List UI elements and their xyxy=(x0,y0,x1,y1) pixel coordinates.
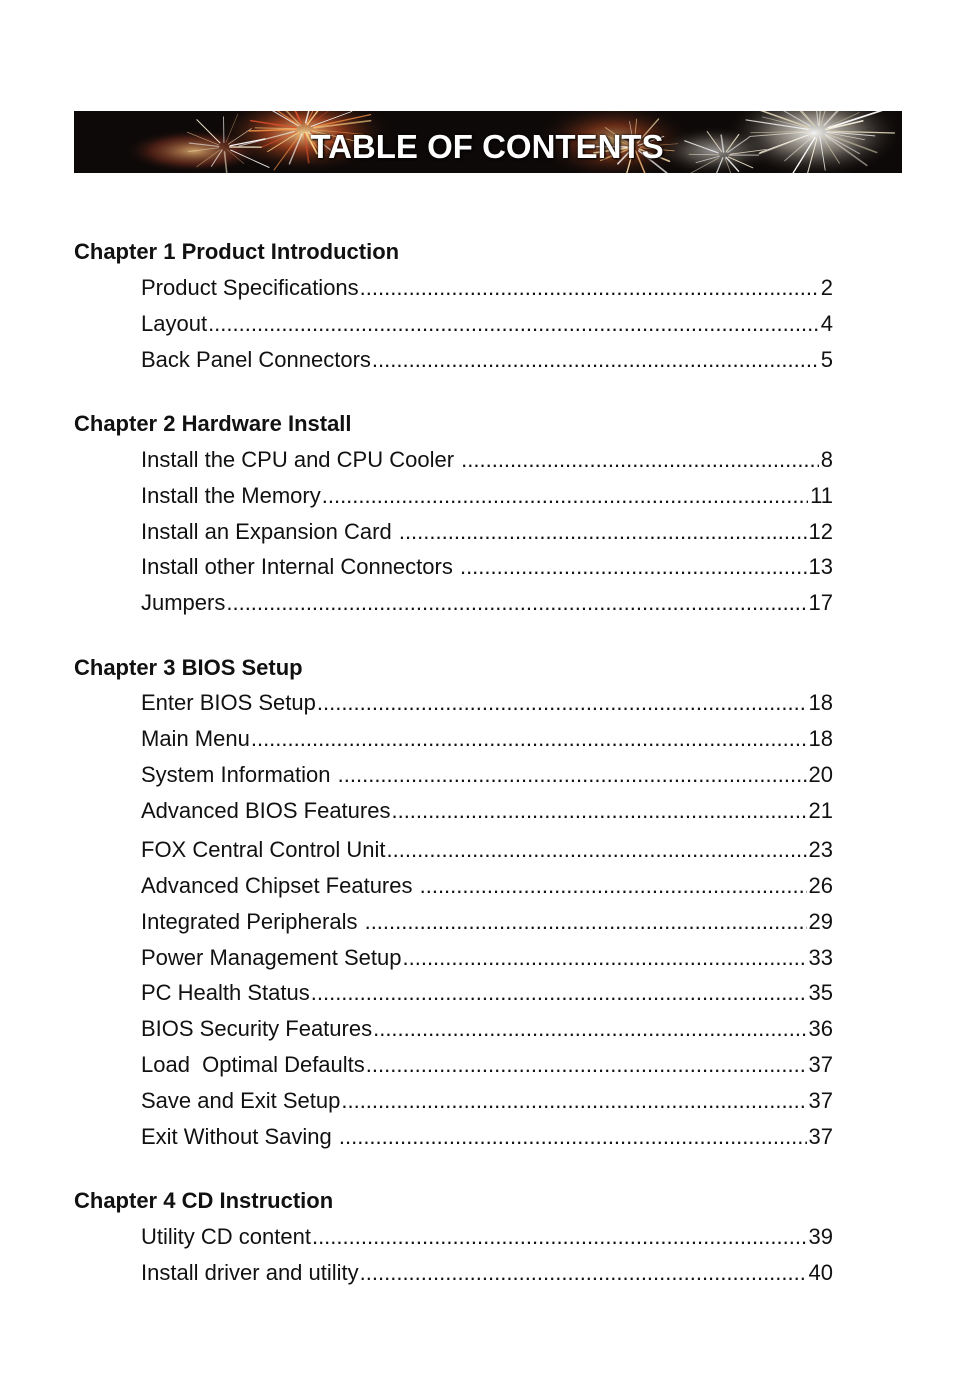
toc-entry-label: Install the CPU and CPU Cooler xyxy=(141,447,461,472)
toc-entry[interactable] xyxy=(141,311,833,337)
toc-entry-page-number: 35 xyxy=(808,980,833,1005)
toc-entry-label: Jumpers xyxy=(141,590,226,615)
dot-leader xyxy=(403,945,807,971)
toc-entry[interactable] xyxy=(141,1260,833,1286)
toc-entry[interactable] xyxy=(141,1124,833,1150)
toc-entry-page-number: 26 xyxy=(808,873,833,898)
dot-leader xyxy=(372,347,819,373)
dot-leader xyxy=(399,519,807,545)
toc-entry-label: System Information xyxy=(141,762,337,787)
chapter-title: Chapter 1 Product Introduction xyxy=(74,239,400,264)
toc-entry-label: Advanced BIOS Features xyxy=(141,798,391,823)
toc-entry-label: PC Health Status xyxy=(141,980,310,1005)
toc-entry-label: Install an Expansion Card xyxy=(141,519,398,544)
toc-entry-page-number: 37 xyxy=(808,1124,833,1149)
toc-entry-page-number: 36 xyxy=(808,1016,833,1041)
toc-entry[interactable] xyxy=(141,909,833,935)
toc-entry[interactable] xyxy=(141,1088,833,1114)
dot-leader xyxy=(251,726,807,752)
toc-entry-label: Main Menu xyxy=(141,726,250,751)
toc-entry-page-number: 20 xyxy=(808,762,833,787)
toc-entry-label: Load Optimal Defaults xyxy=(141,1052,365,1077)
dot-leader xyxy=(338,762,807,788)
toc-entry-label: Install driver and utility xyxy=(141,1260,359,1285)
toc-entry-label: Advanced Chipset Features xyxy=(141,873,419,898)
toc-entry-label: Utility CD content xyxy=(141,1224,311,1249)
dot-leader xyxy=(360,1260,807,1286)
dot-leader xyxy=(460,554,807,580)
toc-entry-page-number: 13 xyxy=(808,554,833,579)
toc-entry[interactable] xyxy=(141,762,833,788)
toc-entry-page-number: 40 xyxy=(808,1260,833,1285)
toc-entry-label: Enter BIOS Setup xyxy=(141,690,316,715)
toc-heading: TABLE OF CONTENTS xyxy=(310,128,664,165)
dot-leader xyxy=(420,873,807,899)
toc-entry[interactable] xyxy=(141,1052,833,1078)
dot-leader xyxy=(208,311,819,337)
dot-leader xyxy=(317,690,807,716)
toc-entry-label: Install the Memory xyxy=(141,483,321,508)
toc-entry[interactable] xyxy=(141,590,833,616)
toc-entry[interactable] xyxy=(141,447,833,473)
toc-entry[interactable] xyxy=(141,275,833,301)
dot-leader xyxy=(391,798,806,824)
toc-entry-page-number: 29 xyxy=(808,909,833,934)
toc-entry-page-number: 37 xyxy=(808,1088,833,1113)
dot-leader xyxy=(339,1124,807,1150)
chapter-title: Chapter 3 BIOS Setup xyxy=(74,655,303,680)
toc-entry[interactable] xyxy=(141,1224,833,1250)
toc-entry[interactable] xyxy=(141,690,833,716)
toc-entry-label: Exit Without Saving xyxy=(141,1124,338,1149)
toc-entry-label: FOX Central Control Unit xyxy=(141,837,386,862)
dot-leader xyxy=(366,1052,807,1078)
toc-entry-page-number: 4 xyxy=(820,311,833,336)
dot-leader xyxy=(311,980,807,1006)
toc-entry-page-number: 33 xyxy=(808,945,833,970)
toc-entry-page-number: 17 xyxy=(808,590,833,615)
toc-entry-page-number: 18 xyxy=(808,726,833,751)
dot-leader xyxy=(226,590,806,616)
toc-entry-label: Save and Exit Setup xyxy=(141,1088,341,1113)
dot-leader xyxy=(322,483,808,509)
toc-entry[interactable] xyxy=(141,798,833,824)
toc-entry[interactable] xyxy=(141,726,833,752)
toc-entry-page-number: 12 xyxy=(808,519,833,544)
dot-leader xyxy=(341,1088,806,1114)
dot-leader xyxy=(387,837,807,863)
toc-entry[interactable] xyxy=(141,873,833,899)
toc-entry[interactable] xyxy=(141,980,833,1006)
toc-entry-label: Back Panel Connectors xyxy=(141,347,371,372)
toc-entry-label: Install other Internal Connectors xyxy=(141,554,459,579)
toc-entry-label: BIOS Security Features xyxy=(141,1016,373,1041)
dot-leader xyxy=(312,1224,807,1250)
toc-entry-page-number: 2 xyxy=(820,275,833,300)
toc-entry-page-number: 18 xyxy=(808,690,833,715)
toc-entry-page-number: 5 xyxy=(820,347,833,372)
chapter-title: Chapter 2 Hardware Install xyxy=(74,411,352,436)
dot-leader xyxy=(373,1016,806,1042)
toc-entry-label: Power Management Setup xyxy=(141,945,402,970)
toc-entry[interactable] xyxy=(141,483,833,509)
toc-entry-page-number: 23 xyxy=(808,837,833,862)
toc-entry[interactable] xyxy=(141,1016,833,1042)
toc-entry-page-number: 21 xyxy=(808,798,833,823)
toc-entry[interactable] xyxy=(141,945,833,971)
toc-entry-label: Integrated Peripherals xyxy=(141,909,364,934)
dot-leader xyxy=(360,275,819,301)
dot-leader xyxy=(461,447,819,473)
toc-entry[interactable] xyxy=(141,837,833,863)
toc-entry[interactable] xyxy=(141,554,833,580)
toc-entry-page-number: 8 xyxy=(820,447,833,472)
dot-leader xyxy=(365,909,807,935)
toc-banner xyxy=(74,111,902,173)
toc-entry-page-number: 39 xyxy=(808,1224,833,1249)
toc-entry-label: Layout xyxy=(141,311,208,336)
chapter-title: Chapter 4 CD Instruction xyxy=(74,1188,334,1213)
toc-entry[interactable] xyxy=(141,519,833,545)
toc-entry[interactable] xyxy=(141,347,833,373)
toc-entry-label: Product Specifications xyxy=(141,275,359,300)
toc-entry-page-number: 37 xyxy=(808,1052,833,1077)
toc-entry-page-number: 11 xyxy=(810,483,833,508)
